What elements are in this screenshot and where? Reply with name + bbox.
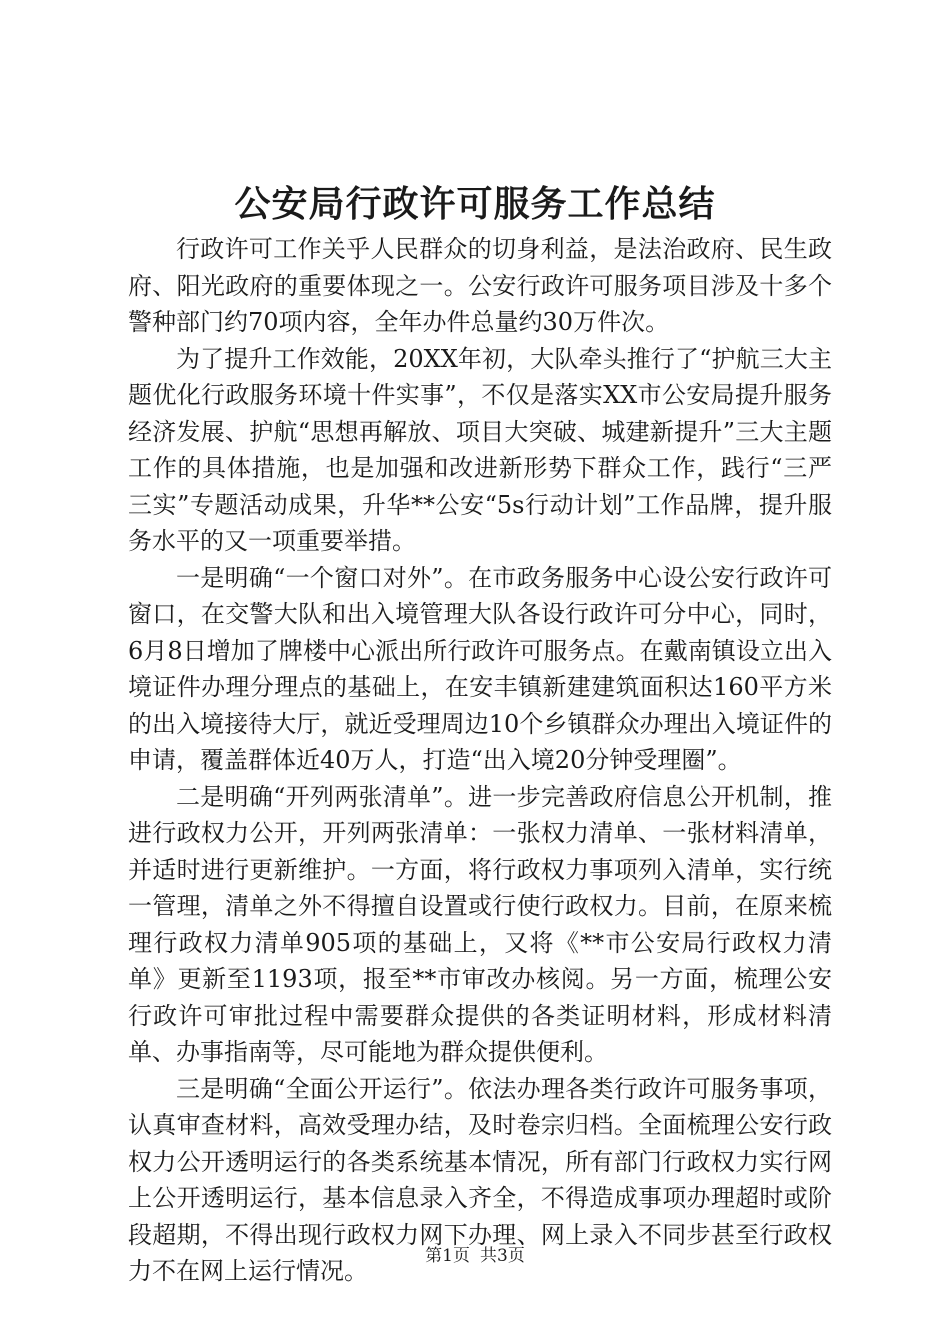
page-total: 共3页 bbox=[480, 1246, 525, 1266]
paragraph-one-window: 一是明确“一个窗口对外”。在市政务服务中心设公安行政许可窗口，在交警大队和出入境管理大队各设行政许可分中心，同时，6月8日增加了牌楼中心派出所行政许可服务点。在戴南镇设立出入境证件办理分理点的基础上，在安丰镇新建建筑面积达160平方米的出入境接待大厅，就近受理周边10个乡镇群众办理出入境证件的申请，覆盖群体近40万人，打造“出入境20分钟受理圈”。 bbox=[128, 563, 832, 774]
page-number: 第1页 bbox=[425, 1246, 470, 1266]
paragraph-open-operation: 三是明确“全面公开运行”。依法办理各类行政许可服务事项，认真审查材料，高效受理办结，及时卷宗归档。全面梳理公安行政权力公开透明运行的各类系统基本情况，所有部门行政权力实行网上公开透明运行，基本信息录入齐全，不得造成事项办理超时或阶段超期，不得出现行政权力网下办理、网上录入不同步甚至行政权力不在网上运行情况。 bbox=[128, 1074, 832, 1285]
page-footer bbox=[0, 1244, 950, 1268]
document-title: 公安局行政许可服务工作总结 bbox=[234, 183, 716, 225]
paragraph-intro: 行政许可工作关乎人民群众的切身利益，是法治政府、民生政府、阳光政府的重要体现之一。公安行政许可服务项目涉及十多个警种部门约70项内容，全年办件总量约30万件次。 bbox=[128, 235, 832, 336]
document-body bbox=[128, 231, 832, 1290]
paragraph-measures: 为了提升工作效能，20XX年初，大队牵头推行了“护航三大主题优化行政服务环境十件实事”，不仅是落实XX市公安局提升服务经济发展、护航“思想再解放、项目大突破、城建新提升”三大主题工作的具体措施，也是加强和改进新形势下群众工作，践行“三严三实”专题活动成果，升华**公安“5s行动计划”工作品牌，提升服务水平的又一项重要举措。 bbox=[128, 344, 832, 555]
paragraph-two-lists: 二是明确“开列两张清单”。进一步完善政府信息公开机制，推进行政权力公开，开列两张清单：一张权力清单、一张材料清单，并适时进行更新维护。一方面，将行政权力事项列入清单，实行统一管理，清单之外不得擅自设置或行使行政权力。目前，在原来梳理行政权力清单905项的基础上，又将《**市公安局行政权力清单》更新至1193项，报至**市审改办核阅。另一方面，梳理公安行政许可审批过程中需要群众提供的各类证明材料，形成材料清单、办事指南等，尽可能地为群众提供便利。 bbox=[128, 782, 832, 1066]
